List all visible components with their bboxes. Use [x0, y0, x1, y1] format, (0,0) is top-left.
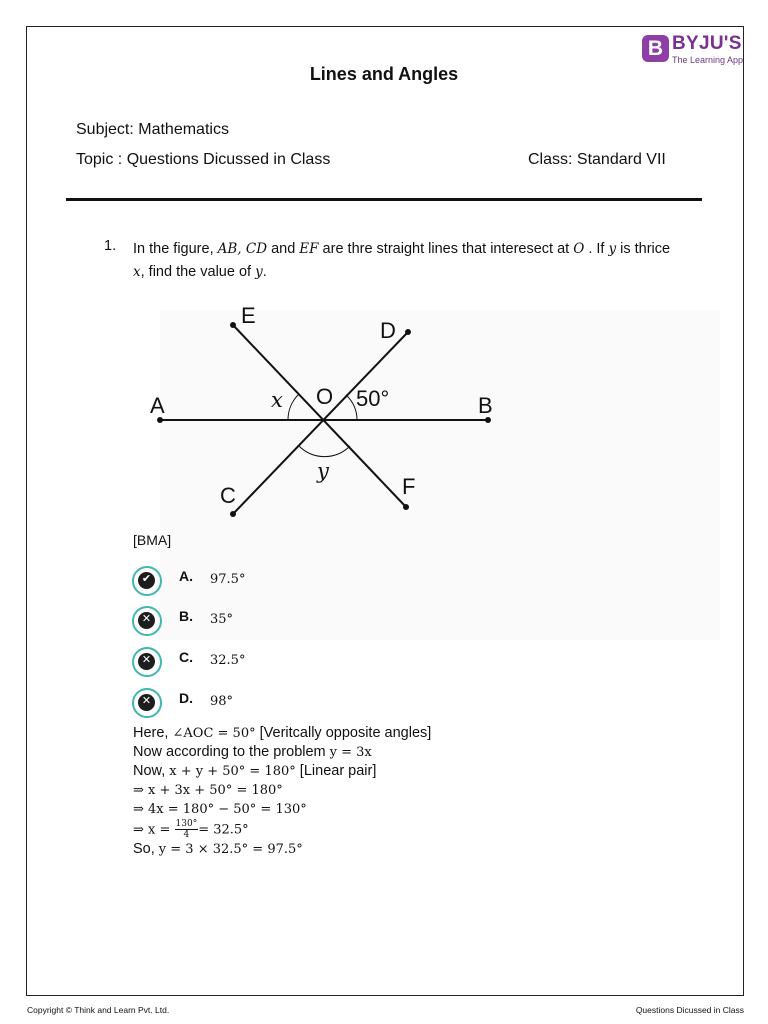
topic-label: Topic : Questions Dicussed in Class	[76, 151, 331, 168]
option-value: 32.5°	[210, 653, 246, 668]
logo-word: BYJU'S	[672, 33, 742, 54]
class-label: Class: Standard VII	[528, 151, 666, 168]
q-part: .	[262, 264, 267, 280]
option-c[interactable]	[132, 647, 432, 679]
solution-line-6: ⇒ x = $\frac{130^\circ}{4}$ = 32.5°	[133, 819, 249, 840]
label-b: B	[478, 393, 493, 418]
label-d: D	[380, 318, 396, 343]
point-e	[230, 322, 236, 328]
footer-title: Questions Dicussed in Class	[635, 1005, 744, 1015]
solution-line-7: So, y = 3 × 32.5° = 97.5°	[133, 841, 303, 857]
option-letter: C.	[179, 649, 193, 665]
logo-badge: B	[642, 35, 669, 62]
option-value: 98°	[210, 694, 234, 709]
option-letter: D.	[179, 690, 193, 706]
option-letter: A.	[179, 568, 193, 584]
check-icon: ✔	[132, 566, 162, 596]
option-value: 35°	[210, 612, 234, 627]
q-part: . If	[584, 241, 609, 257]
solution-line-3: Now, x + y + 50° = 180° [Linear pair]	[133, 763, 377, 779]
solution-line-5: ⇒ 4x = 180° − 50° = 130°	[133, 802, 307, 817]
cross-icon: ✕	[132, 647, 162, 677]
logo-tagline: The Learning App	[672, 55, 744, 65]
solution-line-1: Here, ∠AOC = 50° [Veritcally opposite angles]	[133, 725, 432, 741]
line-cd	[233, 332, 408, 514]
q-math-y2: y	[255, 264, 263, 280]
q-math-ef: EF	[299, 241, 319, 257]
cross-icon: ✕	[132, 606, 162, 636]
cross-icon: ✕	[132, 688, 162, 718]
lines-angles-figure	[140, 290, 520, 530]
option-a[interactable]	[132, 566, 432, 598]
option-value: 97.5°	[210, 572, 246, 587]
solution-block	[133, 724, 431, 859]
header-divider	[66, 198, 702, 201]
q-part: , find the value of	[140, 264, 256, 280]
page-title: Lines and Angles	[309, 64, 459, 84]
question-number: 1.	[104, 238, 117, 254]
arc-x	[288, 394, 299, 420]
label-o: O	[316, 384, 334, 409]
option-d[interactable]	[132, 688, 432, 720]
option-b[interactable]	[132, 606, 432, 638]
question-text	[133, 238, 708, 284]
point-f	[403, 504, 409, 510]
arc-y	[299, 446, 350, 457]
label-y: y	[317, 459, 329, 483]
label-x: x	[271, 388, 283, 412]
solution-line-4: ⇒ x + 3x + 50° = 180°	[133, 783, 283, 798]
subject-label: Subject: Mathematics	[76, 121, 229, 138]
q-part: are thre straight lines that interesect at	[318, 241, 574, 257]
fraction: $\frac{130^\circ}{4}$	[175, 819, 198, 840]
point-d	[405, 329, 411, 335]
q-math-x: x	[133, 264, 141, 280]
footer-copyright: Copyright © Think and Learn Pvt. Ltd.	[27, 1005, 170, 1015]
q-part: and	[267, 241, 300, 257]
question-source: [BMA]	[133, 532, 172, 548]
byjus-logo	[642, 34, 742, 68]
label-c: C	[220, 483, 236, 508]
q-part: is thrice	[616, 241, 671, 257]
solution-line-2: Now according to the problem y = 3x	[133, 744, 372, 760]
q-math-y: y	[608, 241, 617, 257]
label-e: E	[241, 303, 256, 328]
point-c	[230, 511, 236, 517]
q-math-ab-cd: AB, CD	[217, 241, 268, 257]
label-f: F	[402, 474, 416, 499]
q-part: In the figure,	[133, 241, 218, 257]
label-a: A	[150, 393, 165, 418]
label-50: 50°	[356, 386, 390, 411]
option-letter: B.	[179, 608, 193, 624]
q-math-o: O	[573, 241, 585, 257]
